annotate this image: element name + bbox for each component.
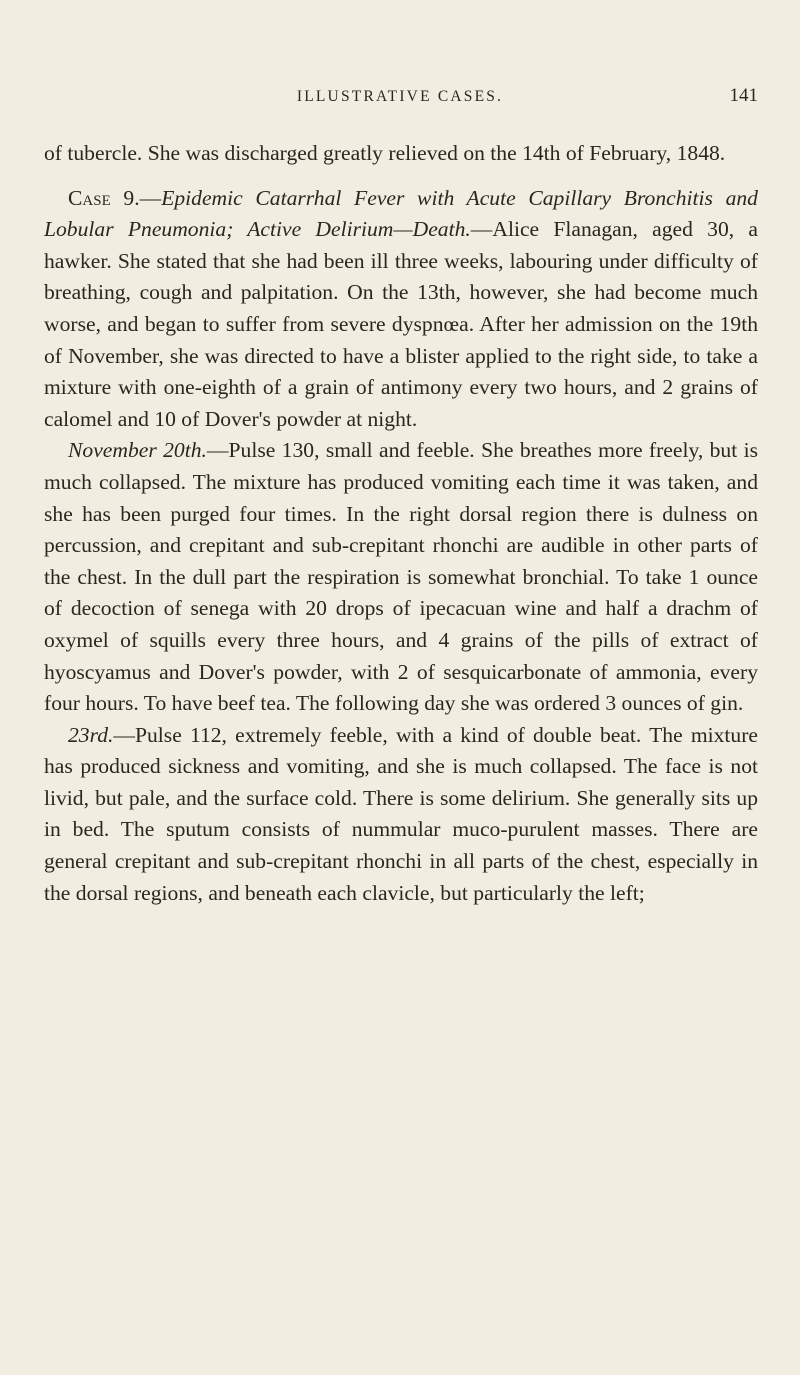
day-23-paragraph — [44, 720, 758, 910]
november-20-date: November 20th. — [68, 438, 207, 463]
november-20-paragraph — [44, 435, 758, 719]
running-head: ILLUSTRATIVE CASES. — [296, 88, 504, 105]
case-text: —Alice Flanagan, aged 30, a hawker. She stated that she had been ill three weeks, labouring under difficulty of breathing, cough and palpitation. On the 13th, however, she had become much worse, and began to suffer from severe dyspnœa. After her admission on the 19th of November, she was directed to have a blister applied to the right side, to take a mixture with one-eighth of a grain of antimony every two hours, and 2 grains of calomel and 10 of Dover's powder at night. — [44, 217, 759, 431]
case-dash: — — [139, 185, 162, 210]
body-text — [44, 138, 758, 909]
case-9-paragraph — [44, 183, 758, 436]
day-23-date: 23rd. — [68, 722, 114, 747]
day-23-text: —Pulse 112, extremely feeble, with a kind of double beat. The mixture has produced sickness and vomiting, and she is much collapsed. The face is not livid, but pale, and the surface cold. There is some delirium. She generally sits up in bed. The sputum consists of nummular muco-purulent masses. There are general crepitant and sub-crepitant rhonchi in all parts of the chest, especially in the dorsal regions, and beneath each clavicle, but particularly the left; — [44, 722, 758, 905]
continuation-paragraph: of tubercle. She was discharged greatly relieved on the 14th of February, 1848. — [44, 141, 726, 165]
case-label: Case 9. — [68, 185, 140, 210]
november-20-text: —Pulse 130, small and feeble. She breathes more freely, but is much collapsed. The mixture has produced vomiting each time it was taken, and she has been purged four times. In the right dorsal region there is dulness on percussion, and crepitant and sub-crepitant rhonchi are audible in other parts of the chest. In the dull part the respiration is somewhat bronchial. To take 1 ounce of decoction of senega with 20 drops of ipecacuan wine and half a drachm of oxymel of squills every three hours, and 4 grains of the pills of extract of hyoscyamus and Dover's powder, with 2 of sesquicarbonate of ammonia, every four hours. To have beef tea. The following day she was ordered 3 ounces of gin. — [44, 438, 758, 716]
case-title: Epidemic Catarrhal Fever with Acute Capillary Bronchitis and Lobular Pneumonia; Active Delirium—Death. — [44, 185, 758, 242]
page-number: 141 — [729, 85, 758, 106]
